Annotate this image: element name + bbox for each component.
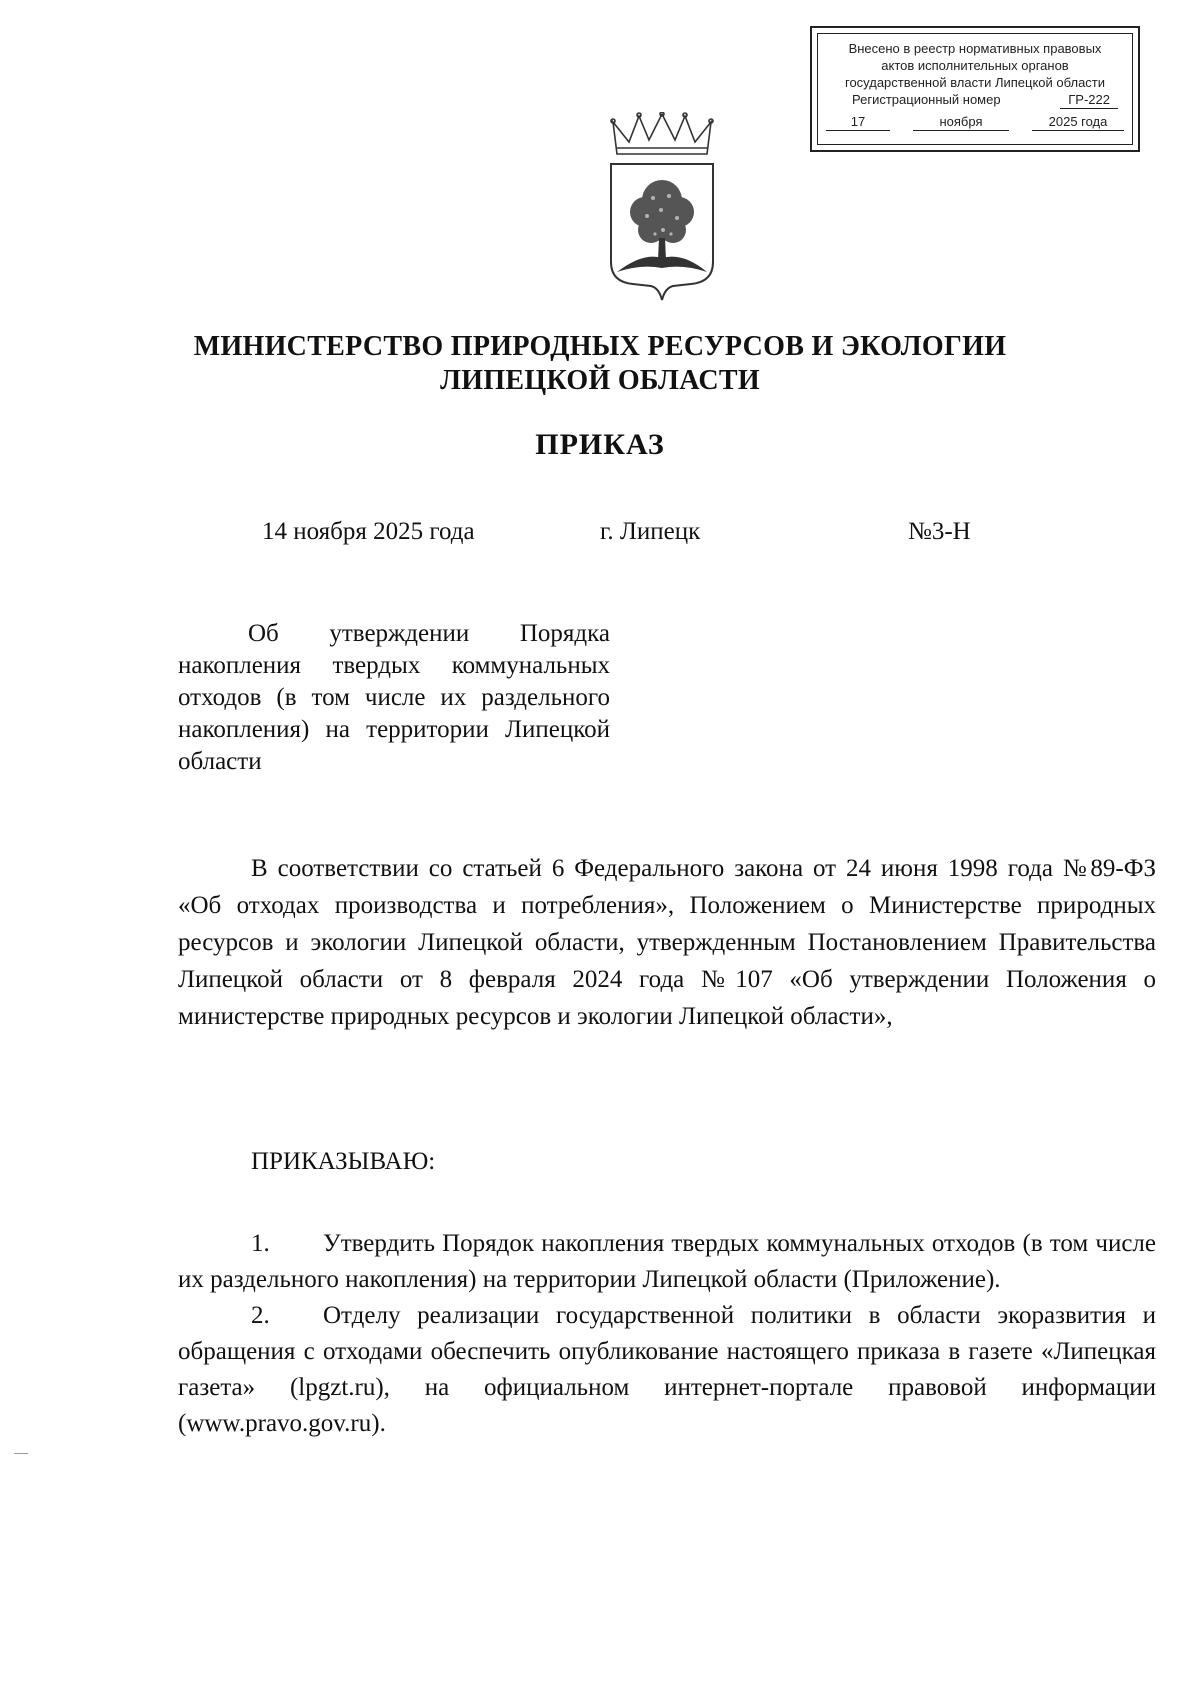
decree-word: ПРИКАЗЫВАЮ:: [251, 1148, 436, 1175]
ministry-name-line-2: ЛИПЕЦКОЙ ОБЛАСТИ: [440, 365, 760, 396]
stamp-date-row: [824, 113, 1126, 131]
order-item-text: Утвердить Порядок накопления твердых коммунальных отходов (в том числе их раздельного накопления) на территории Липецкой области (Приложение).: [178, 1230, 1156, 1293]
order-item: [178, 1298, 1156, 1442]
legal-basis-paragraph: [178, 850, 1156, 1035]
document-city: г. Липецк: [600, 518, 701, 545]
ministry-name-line-1: МИНИСТЕРСТВО ПРИРОДНЫХ РЕСУРСОВ И ЭКОЛОГИИ: [193, 331, 1007, 362]
order-item-text: Отделу реализации государственной политики в области экоразвития и обращения с отходами обеспечить опубликование настоящего приказа в газете «Липецкая газета» (lpgzt.ru), на официальном интернет-портале правовой информации (www.pravo.gov.ru).: [178, 1302, 1156, 1437]
margin-dash-mark: [14, 1453, 28, 1454]
document-subject: [178, 618, 610, 778]
stamp-month: ноября: [913, 113, 1009, 131]
stamp-registration-row: [824, 91, 1126, 109]
document-number: №3-Н: [908, 518, 971, 545]
stamp-year: 2025 года: [1032, 113, 1124, 131]
registration-stamp-inner: [817, 33, 1133, 145]
document-date: 14 ноября 2025 года: [262, 518, 475, 545]
stamp-line-2: актов исполнительных органов: [881, 58, 1069, 73]
stamp-reg-label: Регистрационный номер: [852, 92, 1001, 107]
registration-stamp: [810, 26, 1140, 152]
stamp-reg-number: ГР-222: [1060, 91, 1118, 109]
order-item: [178, 1226, 1156, 1298]
ministry-name: [100, 330, 1100, 398]
stamp-day: 17: [826, 113, 890, 131]
order-item-number: 1.: [251, 1230, 270, 1257]
legal-basis-text: В соответствии со статьей 6 Федерального закона от 24 июня 1998 года №89-ФЗ «Об отходах производства и потребления», Положением о Министерстве природных ресурсов и экологии Липецкой области, утвержденным Постановлением Правительства Липецкой области от 8 февраля 2024 года №107 «Об утверждении Положения о министерстве природных ресурсов и экологии Липецкой области»,: [178, 855, 1156, 1030]
order-item-number: 2.: [251, 1302, 270, 1329]
order-items: [178, 1226, 1156, 1442]
subject-text: Об утверждении Порядка накопления твердых коммунальных отходов (в том числе их раздельного накопления) на территории Липецкой области: [178, 620, 610, 775]
document-type-title: ПРИКАЗ: [535, 428, 665, 461]
stamp-line-3: государственной власти Липецкой области: [844, 75, 1106, 90]
stamp-line-1: Внесено в реестр нормативных правовых: [848, 41, 1102, 56]
coat-of-arms-icon: [603, 112, 721, 302]
